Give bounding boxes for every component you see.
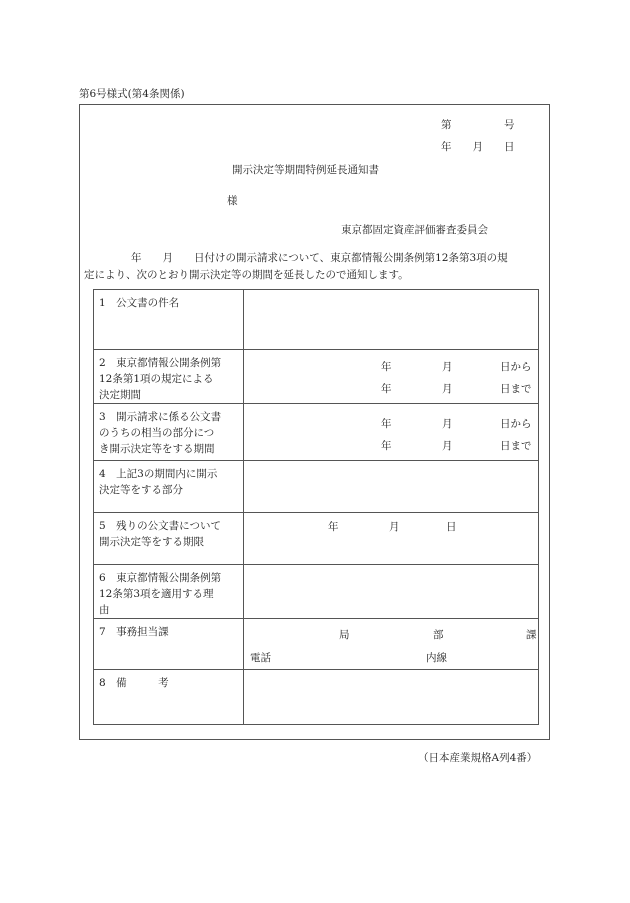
document-title: 開示決定等期間特例延長通知書 bbox=[232, 164, 379, 176]
day-label: 日 bbox=[446, 521, 457, 533]
table-row bbox=[94, 350, 539, 404]
body-text-line1: 年 月 日付けの開示請求について、東京都情報公開条例第12条第3項の規 bbox=[131, 252, 508, 264]
phone-label: 電話 bbox=[250, 652, 271, 664]
footer-note: （日本産業規格A列4番） bbox=[418, 752, 538, 764]
row-value-cell[interactable] bbox=[244, 290, 539, 350]
row-label-cell bbox=[94, 513, 244, 565]
addressee: 様 bbox=[227, 195, 238, 207]
row-value-cell[interactable] bbox=[244, 350, 539, 404]
issuer: 東京都固定資産評価審査委員会 bbox=[341, 224, 488, 236]
row-value-cell[interactable] bbox=[244, 461, 539, 513]
to-label: 日まで bbox=[500, 440, 532, 452]
extension-label: 内線 bbox=[426, 652, 447, 664]
row-label: 5 残りの公文書について 開示決定等をする期限 bbox=[99, 520, 221, 548]
bureau-label: 局 bbox=[339, 629, 350, 641]
row-label-cell bbox=[94, 619, 244, 670]
header-number: 第 号 bbox=[441, 119, 515, 131]
row-label: 3 開示請求に係る公文書 のうちの相当の部分につ き開示決定等をする期間 bbox=[99, 411, 222, 455]
row-label-cell bbox=[94, 670, 244, 725]
row-label-cell bbox=[94, 565, 244, 619]
table-row bbox=[94, 670, 539, 725]
month-label: 月 bbox=[442, 440, 453, 452]
table-row bbox=[94, 565, 539, 619]
row-label-cell bbox=[94, 404, 244, 461]
row-label: 6 東京都情報公開条例第 12条第3項を適用する理 由 bbox=[99, 572, 222, 616]
row-label-cell bbox=[94, 461, 244, 513]
table-row bbox=[94, 404, 539, 461]
month-label: 月 bbox=[442, 361, 453, 373]
row-label: 1 公文書の件名 bbox=[99, 297, 180, 309]
form-id: 第6号様式(第4条関係) bbox=[79, 88, 185, 100]
month-label: 月 bbox=[389, 521, 400, 533]
year-label: 年 bbox=[381, 361, 392, 373]
from-label: 日から bbox=[500, 361, 532, 373]
row-label: 7 事務担当課 bbox=[99, 626, 169, 638]
from-label: 日から bbox=[500, 418, 532, 430]
year-label: 年 bbox=[328, 521, 339, 533]
row-label-cell bbox=[94, 350, 244, 404]
table-row bbox=[94, 513, 539, 565]
section-label: 課 bbox=[526, 629, 537, 641]
row-label: 4 上記3の期間内に開示 決定等をする部分 bbox=[99, 468, 218, 496]
month-label: 月 bbox=[442, 418, 453, 430]
table-row bbox=[94, 619, 539, 670]
row-value-cell[interactable] bbox=[244, 513, 539, 565]
row-value-cell[interactable] bbox=[244, 670, 539, 725]
table-row bbox=[94, 461, 539, 513]
year-label: 年 bbox=[381, 383, 392, 395]
row-value-cell[interactable] bbox=[244, 565, 539, 619]
to-label: 日まで bbox=[500, 383, 532, 395]
year-label: 年 bbox=[381, 418, 392, 430]
header-date: 年 月 日 bbox=[441, 141, 515, 153]
row-label: 8 備 考 bbox=[99, 677, 169, 689]
year-label: 年 bbox=[381, 440, 392, 452]
form-table bbox=[93, 289, 539, 725]
department-label: 部 bbox=[433, 629, 444, 641]
row-value-cell[interactable] bbox=[244, 619, 539, 670]
row-label: 2 東京都情報公開条例第 12条第1項の規定による 決定期間 bbox=[99, 357, 222, 401]
body-text-line2: 定により、次のとおり開示決定等の期間を延長したので通知します。 bbox=[84, 269, 409, 281]
table-row bbox=[94, 290, 539, 350]
month-label: 月 bbox=[442, 383, 453, 395]
row-label-cell bbox=[94, 290, 244, 350]
row-value-cell[interactable] bbox=[244, 404, 539, 461]
